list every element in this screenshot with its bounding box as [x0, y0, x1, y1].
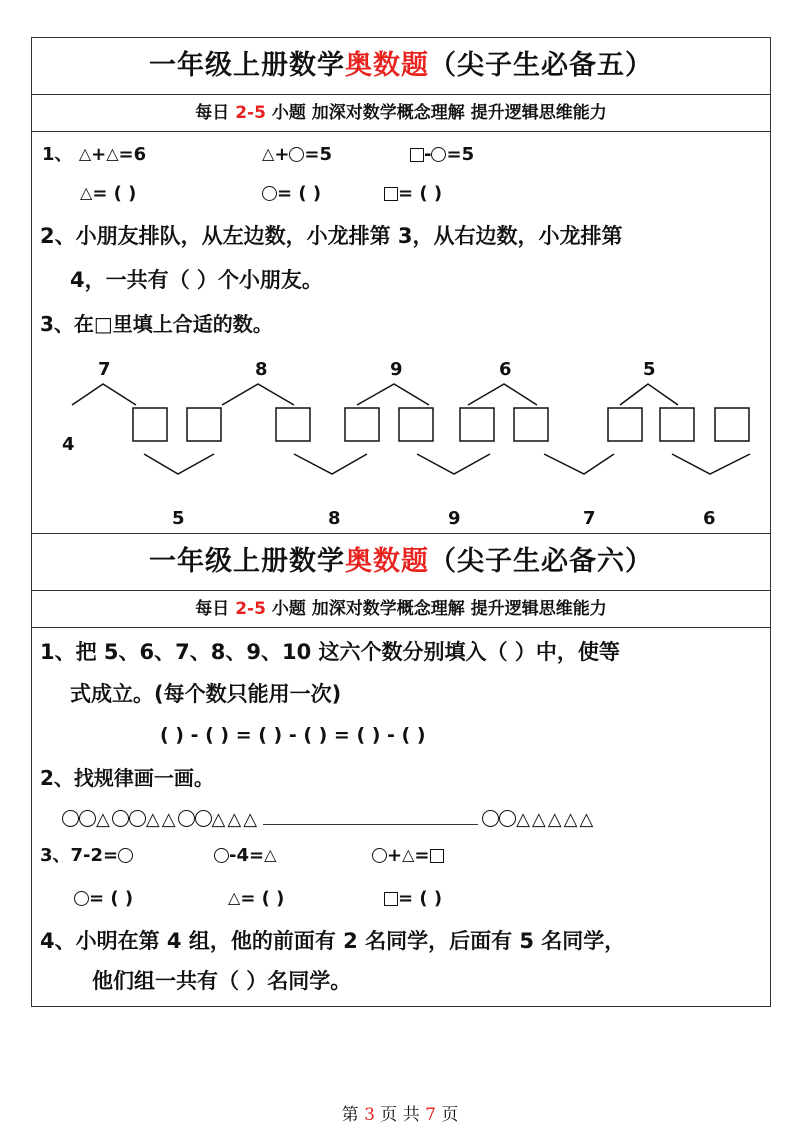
q2-text-line2: 4，一共有（ ）个小朋友。 [70, 268, 323, 292]
bottom-connector [417, 454, 490, 474]
footer-text: 第 [341, 1105, 365, 1125]
triangle-icon: △ [402, 845, 415, 864]
subtitle-text: 每日 [195, 599, 236, 619]
page-number: 3 [364, 1105, 375, 1125]
top-number: 7 [98, 359, 111, 380]
q3-number: 3、 [40, 845, 71, 866]
triangle-icon: △ [516, 809, 530, 830]
circle-icon [178, 810, 195, 827]
q2-text-line1: 2、小朋友排队，从左边数，小龙排第 3，从右边数，小龙排第 [40, 224, 623, 248]
section-title [32, 38, 770, 95]
circle-icon [79, 810, 96, 827]
circle-icon [214, 848, 229, 863]
triangle-icon: △ [243, 809, 258, 830]
total-pages: 7 [425, 1105, 436, 1125]
bottom-connector [672, 454, 750, 474]
subtitle-text-2: 小题 加深对数学概念理解 提升逻辑思维能力 [265, 599, 607, 619]
bottom-number: 7 [583, 508, 596, 529]
footer-text: 页 [435, 1105, 459, 1125]
triangle-icon: △ [96, 809, 110, 830]
top-connector [620, 384, 678, 405]
answer-box[interactable] [276, 408, 310, 441]
circle-icon [74, 891, 89, 906]
triangle-icon: △ [211, 809, 226, 830]
triangle-icon: △ [264, 845, 277, 864]
bottom-number: 5 [172, 508, 185, 529]
answer-box[interactable] [460, 408, 494, 441]
triangle-icon: △ [547, 809, 562, 830]
triangle-icon: △ [106, 144, 119, 163]
eq-text: 7-2= [70, 845, 119, 866]
subtitle-text: 每日 [195, 103, 236, 123]
q4-text-line2: 他们组一共有（ ）名同学。 [92, 969, 352, 993]
op: + [387, 845, 403, 866]
q3-text: 3、在□里填上合适的数。 [40, 312, 273, 336]
footer-text: 页 共 [374, 1105, 426, 1125]
circle-icon [129, 810, 146, 827]
triangle-icon: △ [228, 888, 241, 907]
circle-icon [62, 810, 79, 827]
subtitle-highlight: 2-5 [235, 103, 266, 123]
worksheet [31, 37, 771, 1007]
square-icon [430, 849, 444, 863]
q1-text-line1: 1、把 5、6、7、8、9、10 这六个数分别填入（ ）中，使等 [40, 640, 620, 664]
bottom-number: 9 [448, 508, 461, 529]
answer-box[interactable] [187, 408, 221, 441]
circle-icon [195, 810, 212, 827]
pattern-sequence [62, 808, 595, 829]
q3-answer-square [384, 890, 442, 908]
title-text: 一年级上册数学 [149, 50, 345, 81]
triangle-icon: △ [145, 809, 160, 830]
top-connector [357, 384, 429, 405]
triangle-icon: △ [563, 809, 578, 830]
page-footer [0, 1100, 800, 1125]
circle-icon [112, 810, 129, 827]
answer-box[interactable] [345, 408, 379, 441]
triangle-icon: △ [531, 809, 546, 830]
op: + [91, 144, 107, 165]
square-icon [384, 892, 398, 906]
eq-result: =5 [304, 144, 333, 165]
answer-blank: = ( ) [89, 888, 134, 909]
bottom-number: 8 [328, 508, 341, 529]
op: = [414, 845, 430, 866]
left-number: 4 [62, 434, 75, 455]
top-number: 9 [390, 359, 403, 380]
top-number: 6 [499, 359, 512, 380]
top-connector [72, 384, 136, 405]
bottom-connector [294, 454, 367, 474]
answer-box[interactable] [660, 408, 694, 441]
op: + [274, 144, 290, 165]
q3-answer-circle [74, 890, 133, 908]
q4-text-line1: 4、小明在第 4 组，他的前面有 2 名同学，后面有 5 名同学， [40, 929, 626, 953]
section-subtitle [32, 591, 770, 628]
top-connector [468, 384, 537, 405]
q1-text-line2: 式成立。(每个数只能用一次) [70, 682, 342, 706]
bottom-connector [144, 454, 214, 474]
circle-icon [118, 848, 133, 863]
triangle-icon: △ [78, 144, 92, 163]
section1-body [32, 132, 770, 534]
section-title [32, 534, 770, 591]
subtitle-highlight: 2-5 [235, 599, 266, 619]
answer-box[interactable] [399, 408, 433, 441]
circle-icon [499, 810, 516, 827]
answer-blank: = ( ) [92, 183, 137, 204]
answer-blank: = ( ) [398, 183, 443, 204]
top-number: 5 [643, 359, 656, 380]
title-suffix: （尖子生必备五） [429, 50, 653, 81]
circle-icon [482, 810, 499, 827]
number-decomposition-diagram [32, 132, 770, 533]
subtitle-text-2: 小题 加深对数学概念理解 提升逻辑思维能力 [265, 103, 607, 123]
answer-box[interactable] [514, 408, 548, 441]
bottom-connector [544, 454, 614, 474]
triangle-icon: △ [262, 144, 275, 163]
title-highlight: 奥数题 [345, 50, 429, 81]
answer-box[interactable] [133, 408, 167, 441]
pattern-answer-line[interactable] [263, 810, 478, 825]
top-number: 8 [255, 359, 268, 380]
section2-body [32, 628, 770, 1006]
answer-blank: = ( ) [398, 888, 443, 909]
answer-blank: = ( ) [240, 888, 285, 909]
q3-eq1 [40, 847, 133, 865]
triangle-icon: △ [227, 809, 242, 830]
triangle-icon: △ [579, 809, 594, 830]
title-text: 一年级上册数学 [149, 546, 345, 577]
q1-equation-blanks: ( ) - ( ) = ( ) - ( ) = ( ) - ( ) [160, 724, 426, 746]
circle-icon [372, 848, 387, 863]
eq-result: =6 [118, 144, 147, 165]
section-subtitle [32, 95, 770, 132]
top-connector [222, 384, 294, 405]
title-suffix: （尖子生必备六） [429, 546, 653, 577]
q3-answer-triangle [228, 890, 284, 908]
triangle-icon: △ [80, 183, 93, 202]
answer-box[interactable] [715, 408, 749, 441]
q1-number: 1、 [42, 144, 73, 165]
title-highlight: 奥数题 [345, 546, 429, 577]
answer-box[interactable] [608, 408, 642, 441]
q2-text: 2、找规律画一画。 [40, 766, 214, 790]
eq-text: -4= [229, 845, 265, 866]
eq-result: =5 [446, 144, 475, 165]
bottom-number: 6 [703, 508, 716, 529]
q3-eq2 [214, 847, 276, 865]
answer-blank: = ( ) [277, 183, 322, 204]
triangle-icon: △ [161, 809, 176, 830]
op: - [424, 144, 432, 165]
q3-eq3 [372, 847, 444, 865]
